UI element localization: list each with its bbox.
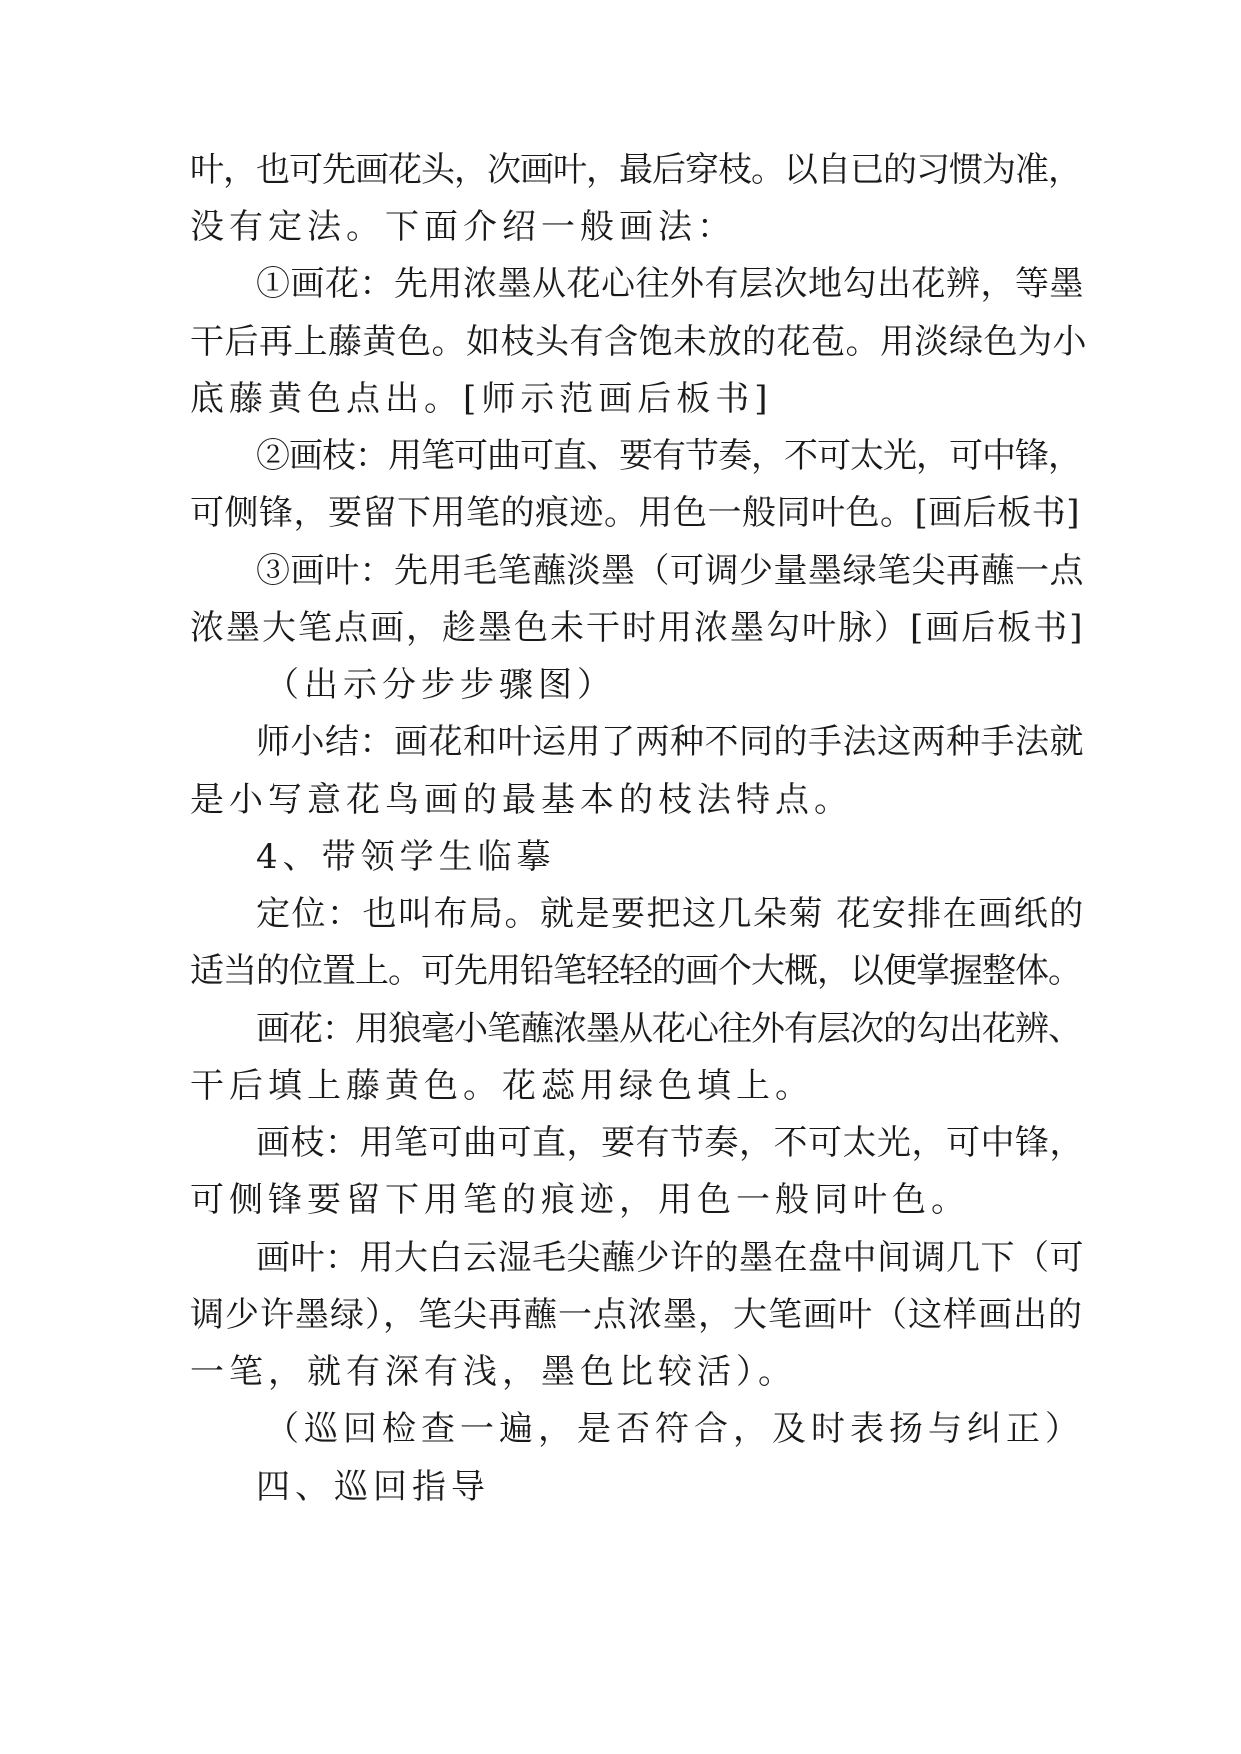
text-line: 定位：也叫布局。就是要把这几朵菊 花安排在画纸的 xyxy=(256,894,1085,934)
section-heading: 四、巡回指导 xyxy=(256,1467,490,1507)
text-line: （巡回检查一遍，是否符合，及时表扬与纠正） xyxy=(265,1409,1084,1449)
text-line: 没有定法。下面介绍一般画法： xyxy=(190,207,736,247)
text-line: 是小写意花鸟画的最基本的枝法特点。 xyxy=(190,780,853,820)
text-line: （出示分步步骤图） xyxy=(265,665,616,705)
text-line: 师小结：画花和叶运用了两种不同的手法这两种手法就 xyxy=(256,722,1084,762)
text-line: ①画花：先用浓墨从花心往外有层次地勾出花辨，等墨 xyxy=(256,264,1084,304)
text-line: 干后填上藤黄色。花蕊用绿色填上。 xyxy=(190,1066,814,1106)
text-line: 可侧锋，要留下用笔的痕迹。用色一般同叶色。[画后板书] xyxy=(190,493,1081,533)
section-heading: 4、带领学生临摹 xyxy=(256,837,556,877)
text-line: 可侧锋要留下用笔的痕迹，用色一般同叶色。 xyxy=(190,1180,970,1220)
text-line: 画叶：用大白云湿毛尖蘸少许的墨在盘中间调几下（可 xyxy=(256,1238,1084,1278)
text-line: 调少许墨绿），笔尖再蘸一点浓墨，大笔画叶（这样画出的 xyxy=(190,1295,1083,1335)
text-line: ③画叶：先用毛笔蘸淡墨（可调少量墨绿笔尖再蘸一点 xyxy=(256,551,1084,591)
text-line: 浓墨大笔点画，趁墨色未干时用浓墨勾叶脉）[画后板书] xyxy=(190,608,1085,648)
text-line: 一笔，就有深有浅，墨色比较活）。 xyxy=(190,1352,797,1392)
text-line: 画枝：用笔可曲可直，要有节奏，不可太光，可中锋， xyxy=(256,1123,1084,1163)
text-line: ②画枝：用笔可曲可直、要有节奏，不可太光，可中锋， xyxy=(256,436,1081,476)
text-line: 底藤黄色点出。[师示范画后板书] xyxy=(190,379,773,419)
text-line: 画花：用狼毫小笔蘸浓墨从花心往外有层次的勾出花辨、 xyxy=(256,1009,1081,1049)
text-line: 干后再上藤黄色。如枝头有含饱未放的花苞。用淡绿色为小 xyxy=(190,322,1087,362)
text-line: 叶，也可先画花头，次画叶，最后穿枝。以自已的习惯为准， xyxy=(190,150,1081,190)
text-line: 适当的位置上。可先用铅笔轻轻的画个大概，以便掌握整体。 xyxy=(190,951,1081,991)
